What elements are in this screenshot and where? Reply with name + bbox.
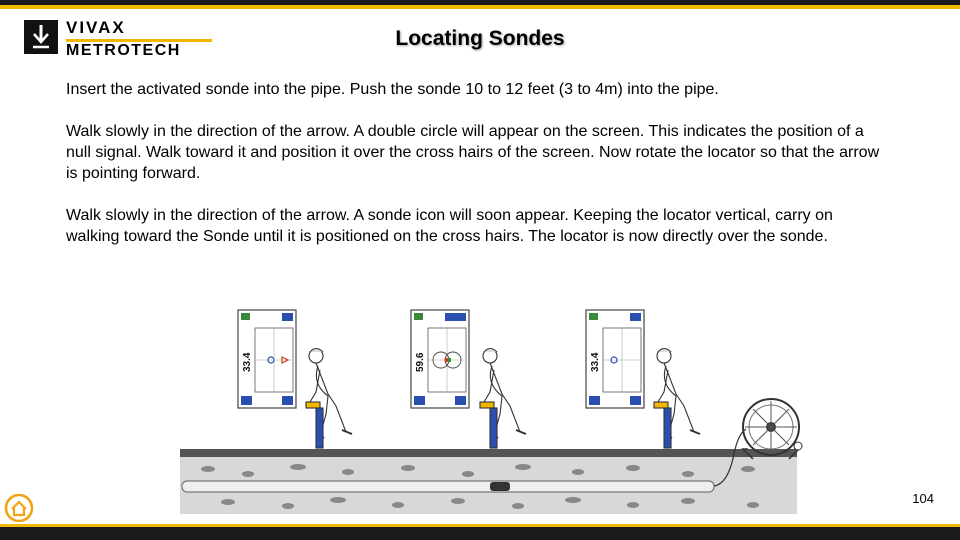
paragraph-3: Walk slowly in the direction of the arrow. A sonde icon will soon appear. Keeping the locator vertical, carry on walking toward the Sonde until it is positioned on the cross hairs. The locator is now directly over the sonde. bbox=[66, 207, 833, 245]
operator-figure-3 bbox=[654, 349, 700, 449]
paragraph-1: Insert the activated sonde into the pipe. Push the sonde 10 to 12 feet (3 to 4m) into the pipe. bbox=[66, 81, 719, 98]
screen-3-reading: 33.4 bbox=[590, 352, 601, 372]
screen-1-reading: 33.4 bbox=[242, 352, 253, 372]
sonde-locating-illustration bbox=[178, 304, 808, 516]
brand-logo bbox=[24, 18, 214, 60]
locator-screen-1 bbox=[238, 310, 296, 408]
screen-2-reading: 59.6 bbox=[415, 352, 426, 372]
bottom-bar bbox=[0, 527, 960, 540]
top-accent-bar bbox=[0, 5, 960, 9]
brand-line1: VIVAX bbox=[66, 18, 126, 37]
page-title: Locating Sondes bbox=[395, 27, 565, 50]
paragraph-2: Walk slowly in the direction of the arrow. A double circle will appear on the screen. This indicates the position of a null signal. Walk toward it and position it over the cross hairs of the screen. Now rotate the locator so that the arrow is pointing forward. bbox=[66, 123, 880, 182]
operator-figure-2 bbox=[480, 349, 526, 449]
brand-line2: METROTECH bbox=[66, 42, 181, 59]
locator-screen-3 bbox=[586, 310, 644, 408]
sonde-in-pipe bbox=[490, 482, 510, 491]
locator-screen-2 bbox=[411, 310, 469, 408]
page-number: 104 bbox=[912, 491, 934, 506]
operator-figure-1 bbox=[306, 349, 352, 449]
logo-mark-icon bbox=[24, 20, 58, 54]
home-icon[interactable] bbox=[4, 494, 34, 522]
